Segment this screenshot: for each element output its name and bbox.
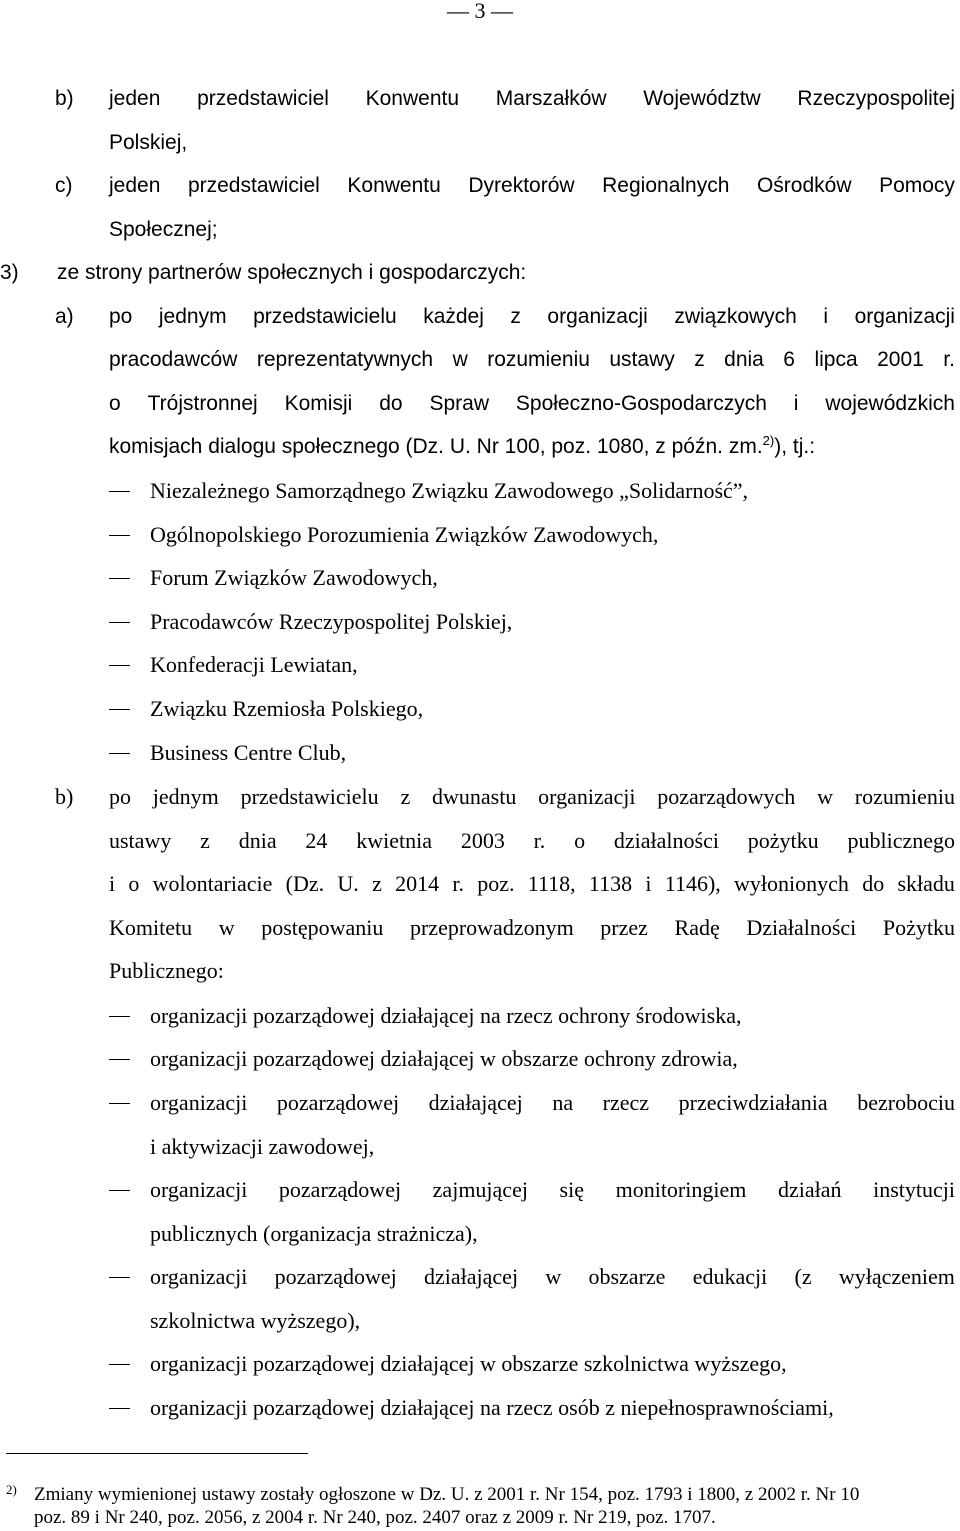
word: pracodawców — [109, 348, 238, 371]
word: z — [510, 305, 521, 328]
dash-marker — [109, 491, 130, 492]
word: organizacji — [150, 1264, 248, 1289]
text-line — [109, 869, 955, 899]
word: po — [109, 784, 131, 809]
word: jeden — [109, 174, 161, 197]
word: ustawy — [609, 348, 675, 371]
word: dnia — [724, 348, 764, 371]
text-line — [109, 302, 955, 332]
word: r. — [943, 348, 955, 371]
word: składu — [897, 871, 955, 896]
dash-marker — [109, 753, 130, 754]
word: bezrobociu — [857, 1090, 955, 1115]
list-item-line: Konfederacji Lewiatan, — [150, 652, 358, 677]
word: organizacji — [547, 305, 648, 328]
word: przeciwdziałania — [678, 1090, 828, 1115]
word: przeprowadzonym — [409, 915, 574, 940]
word: pozarządowej — [278, 1177, 402, 1202]
word: jednym — [158, 305, 227, 328]
list-item-line — [150, 1175, 955, 1205]
word: pozarządowych — [657, 784, 796, 809]
text-line-tail: ), tj.: — [774, 435, 816, 458]
word: lipca — [814, 348, 858, 371]
text-line — [109, 432, 815, 462]
word: 2014 — [395, 871, 440, 896]
word: 2003 — [460, 828, 505, 853]
word: z — [200, 828, 210, 853]
list-item-line: organizacji pozarządowej działającej w obszarze ochrony zdrowia, — [150, 1046, 738, 1071]
list-item-line: publicznych (organizacja strażnicza), — [150, 1221, 478, 1246]
list-item-line: szkolnictwa wyższego), — [150, 1308, 361, 1333]
word: obszarze — [588, 1264, 666, 1289]
word: organizacji — [150, 1177, 248, 1202]
footnote-ref: 2) — [762, 433, 775, 448]
word: r. — [533, 828, 546, 853]
word: Spraw — [429, 392, 489, 415]
word: w — [218, 915, 235, 940]
word: przedstawicielu — [253, 305, 397, 328]
item-label-b1: b) — [55, 87, 74, 110]
word: edukacji — [692, 1264, 768, 1289]
list-item-line: Ogólnopolskiego Porozumienia Związków Zawodowych, — [150, 522, 659, 547]
word: działalności — [613, 828, 719, 853]
list-item-line: Związku Rzemiosła Polskiego, — [150, 696, 424, 721]
list-item-line — [150, 1262, 955, 1292]
dash-marker — [109, 1277, 130, 1278]
list-item-line: i aktywizacji zawodowej, — [150, 1134, 375, 1159]
list-item-line: Business Centre Club, — [150, 740, 347, 765]
footnote-marker: 2) — [6, 1482, 17, 1497]
list-item-line: Pracodawców Rzeczypospolitej Polskiej, — [150, 609, 513, 634]
word: pozarządowej — [274, 1264, 397, 1289]
word: i — [645, 871, 652, 896]
list-item-line: organizacji pozarządowej działającej na rzecz osób z niepełnosprawnościami, — [150, 1395, 834, 1420]
list-item-line: Niezależnego Samorządnego Związku Zawodowego „Solidarność”, — [150, 478, 749, 503]
word: i — [109, 871, 116, 896]
list-item-line: organizacji pozarządowej działającej w obszarze szkolnictwa wyższego, — [150, 1351, 787, 1376]
text-line: Publicznego: — [109, 958, 224, 983]
text-line — [109, 782, 955, 812]
text-line: ze strony partnerów społecznych i gospodarczych: — [57, 261, 527, 284]
word: Działalności — [746, 915, 857, 940]
word: o — [574, 828, 586, 853]
dash-marker — [109, 1059, 130, 1060]
word: jeden — [109, 87, 161, 110]
word: poz. — [477, 871, 515, 896]
word: i — [823, 305, 829, 328]
word: z — [372, 871, 382, 896]
dash-marker — [109, 665, 130, 666]
word: wojewódzkich — [825, 392, 955, 415]
text-line — [109, 84, 955, 114]
word: w — [452, 348, 468, 371]
footnote-line: poz. 89 i Nr 240, poz. 2056, z 2004 r. Nr 240, poz. 2407 oraz z 2009 r. Nr 219, poz. 1707. — [34, 1507, 716, 1528]
text-line: Społecznej; — [109, 218, 218, 241]
word: po — [109, 305, 133, 328]
word: 6 — [783, 348, 795, 371]
text-line — [109, 913, 955, 943]
word: Pomocy — [879, 174, 955, 197]
word: Pożytku — [882, 915, 955, 940]
word: z — [400, 784, 411, 809]
word: 24 — [305, 828, 328, 853]
dash-marker — [109, 622, 130, 623]
word: ustawy — [109, 828, 172, 853]
word: Radę — [674, 915, 720, 940]
dash-marker — [109, 1408, 130, 1409]
text-line-body: komisjach dialogu społecznego (Dz. U. Nr 100, poz. 1080, z późn. zm. — [109, 435, 763, 458]
footnote-line: Zmiany wymienionej ustawy zostały ogłoszone w Dz. U. z 2001 r. Nr 154, poz. 1793 i 1800, z 2002 r. Nr 10 — [34, 1484, 860, 1505]
word: 1118, — [527, 871, 576, 896]
word: z — [694, 348, 705, 371]
word: Trójstronnej — [147, 392, 258, 415]
word: zajmującej — [432, 1177, 528, 1202]
dash-marker — [109, 578, 130, 579]
word: U. — [337, 871, 359, 896]
word: Konwentu — [365, 87, 460, 110]
word: 2001 — [877, 348, 924, 371]
word: (Dz. — [285, 871, 325, 896]
word: kwietnia — [356, 828, 432, 853]
word: rozumieniu — [854, 784, 955, 809]
footnote-rule — [6, 1453, 308, 1454]
word: monitoringiem — [615, 1177, 747, 1202]
word: instytucji — [873, 1177, 955, 1202]
word: Społeczno-Gospodarczych — [515, 392, 767, 415]
word: jednym — [152, 784, 219, 809]
text-line — [109, 345, 955, 375]
dash-marker — [109, 1364, 130, 1365]
word: o — [128, 871, 140, 896]
word: rzecz — [602, 1090, 650, 1115]
item-label-a: a) — [55, 305, 74, 328]
word: do — [379, 392, 403, 415]
item-label-b2: b) — [55, 784, 74, 809]
word: r. — [452, 871, 464, 896]
word: się — [559, 1177, 584, 1202]
word: Komitetu — [109, 915, 193, 940]
word: wyłączeniem — [838, 1264, 955, 1289]
word: pożytku — [747, 828, 819, 853]
text-line: Polskiej, — [109, 131, 188, 154]
word: Marszałków — [495, 87, 607, 110]
word: Regionalnych — [602, 174, 730, 197]
item-label-c1: c) — [55, 174, 73, 197]
list-item-line: organizacji pozarządowej działającej na rzecz ochrony środowiska, — [150, 1003, 742, 1028]
word: każdej — [423, 305, 484, 328]
word: związkowych — [674, 305, 797, 328]
word: dwunastu — [432, 784, 517, 809]
word: do — [862, 871, 885, 896]
word: na — [552, 1090, 574, 1115]
word: w — [817, 784, 833, 809]
dash-marker — [109, 535, 130, 536]
word: Konwentu — [347, 174, 441, 197]
text-line — [109, 171, 955, 201]
word: i — [793, 392, 799, 415]
word: przez — [600, 915, 648, 940]
word: 1146), — [664, 871, 721, 896]
word: Ośrodków — [756, 174, 852, 197]
word: organizacji — [538, 784, 636, 809]
word: przedstawiciel — [197, 87, 329, 110]
word: (z — [794, 1264, 812, 1289]
word: Dyrektorów — [468, 174, 575, 197]
word: pozarządowej — [276, 1090, 400, 1115]
text-line — [109, 389, 955, 419]
dash-marker — [109, 1103, 130, 1104]
word: działającej — [424, 1264, 519, 1289]
word: wolontariacie — [152, 871, 273, 896]
word: Rzeczypospolitej — [797, 87, 955, 110]
word: o — [109, 392, 121, 415]
word: reprezentatywnych — [256, 348, 434, 371]
word: rozumieniu — [487, 348, 590, 371]
item-label-3: 3) — [0, 261, 19, 284]
dash-marker — [109, 1190, 130, 1191]
word: Komisji — [284, 392, 353, 415]
list-item-line: Forum Związków Zawodowych, — [150, 565, 438, 590]
dash-marker — [109, 709, 130, 710]
text-line — [109, 826, 955, 856]
list-item-line — [150, 1088, 955, 1118]
word: 1138 — [588, 871, 633, 896]
word: dnia — [238, 828, 277, 853]
word: publicznego — [847, 828, 955, 853]
word: organizacji — [150, 1090, 248, 1115]
word: organizacji — [854, 305, 955, 328]
word: w — [545, 1264, 562, 1289]
word: działań — [777, 1177, 842, 1202]
dash-marker — [109, 1016, 130, 1017]
word: postępowaniu — [261, 915, 384, 940]
word: wyłonionych — [734, 871, 849, 896]
word: przedstawicielu — [240, 784, 379, 809]
word: działającej — [428, 1090, 523, 1115]
page-number: — 3 — — [447, 0, 513, 23]
word: przedstawiciel — [187, 174, 320, 197]
word: Województw — [643, 87, 761, 110]
